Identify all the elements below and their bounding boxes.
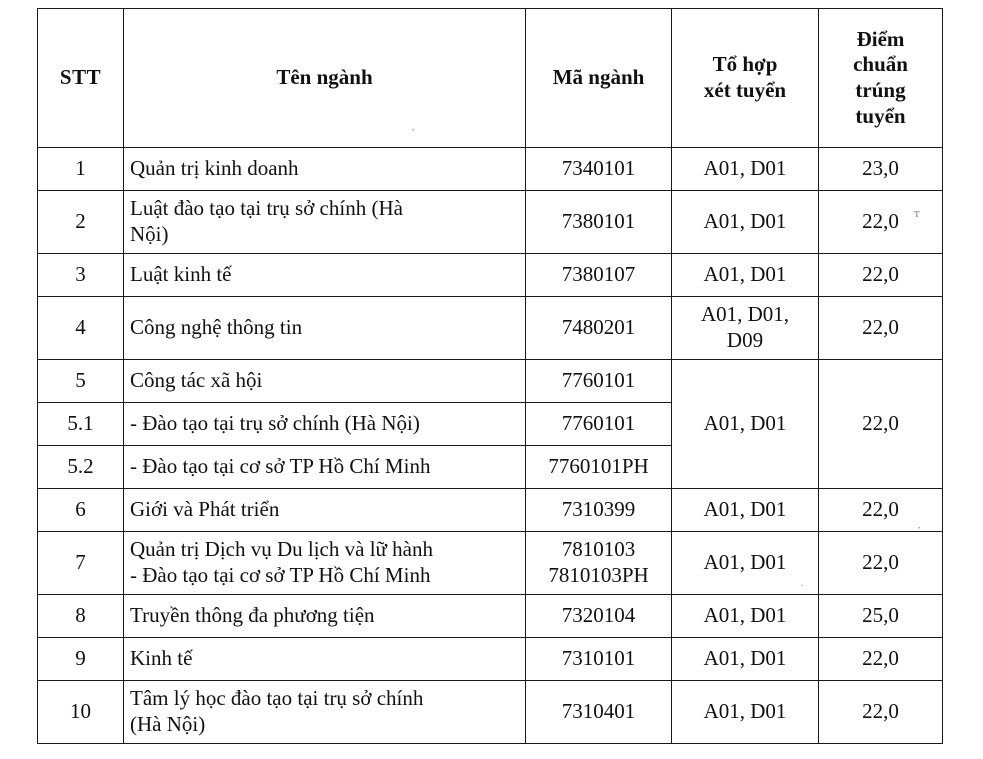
cell-major-code: 7760101PH <box>526 446 672 489</box>
cell-score: 22,0 <box>819 681 943 744</box>
cell-major-name: Công nghệ thông tin <box>124 297 526 360</box>
cell-major-code: 7760101 <box>526 403 672 446</box>
column-header-score-line2: chuẩn <box>853 52 908 77</box>
cell-combination: A01, D01 <box>672 638 819 681</box>
cell-stt: 5 <box>38 360 124 403</box>
cell-combination: A01, D01 <box>672 532 819 595</box>
cell-stt: 3 <box>38 254 124 297</box>
cell-major-code-line1: 7810103 <box>561 537 636 562</box>
column-header-score-line3: trúng <box>855 78 906 102</box>
cell-major-code: 7310401 <box>526 681 672 744</box>
cell-major-name <box>124 191 526 254</box>
table-row <box>38 489 943 532</box>
scan-artifact-mark: · <box>917 520 922 535</box>
table-row <box>38 532 943 595</box>
cell-major-name: Quản trị kinh doanh <box>124 148 526 191</box>
cell-major-name: Giới và Phát triển <box>124 489 526 532</box>
cell-combination: A01, D01 <box>672 681 819 744</box>
cell-major-code-line2: 7810103PH <box>548 563 649 587</box>
cell-combination <box>672 297 819 360</box>
cell-stt: 2 <box>38 191 124 254</box>
cell-major-name-line2: (Hà Nội) <box>130 712 206 736</box>
cell-stt: 5.2 <box>38 446 124 489</box>
cell-major-code: 7340101 <box>526 148 672 191</box>
table-row <box>38 254 943 297</box>
cell-major-name-line1: Luật đào tạo tại trụ sở chính (Hà <box>130 196 403 221</box>
cell-stt: 7 <box>38 532 124 595</box>
cell-score: 22,0 <box>819 360 943 489</box>
column-header-score-line1: Điểm <box>856 26 905 51</box>
cell-score: 22,0 <box>819 638 943 681</box>
cell-major-code: 7380101 <box>526 191 672 254</box>
table-body <box>38 148 943 744</box>
cell-combination: A01, D01 <box>672 489 819 532</box>
cell-major-name: Công tác xã hội <box>124 360 526 403</box>
cell-combination: A01, D01 <box>672 191 819 254</box>
table-header <box>38 9 943 148</box>
scan-artifact-mark: · <box>800 580 804 592</box>
cell-major-name <box>124 681 526 744</box>
column-header-combination <box>672 9 819 148</box>
scan-artifact-mark: ᴛ <box>914 205 920 220</box>
scan-artifact-mark: · <box>411 122 416 137</box>
cell-major-name: Truyền thông đa phương tiện <box>124 595 526 638</box>
cell-combination: A01, D01 <box>672 254 819 297</box>
cell-combination-line2: D09 <box>726 328 764 352</box>
cell-score: 22,0 <box>819 489 943 532</box>
column-header-stt: STT <box>38 9 124 148</box>
cell-major-name-line2: Nội) <box>130 222 169 246</box>
cell-stt: 1 <box>38 148 124 191</box>
cell-combination: A01, D01 <box>672 360 819 489</box>
cell-major-code: 7380107 <box>526 254 672 297</box>
cell-combination: A01, D01 <box>672 595 819 638</box>
column-header-combination-line1: Tổ hợp <box>712 52 778 77</box>
cell-major-name-line1: Tâm lý học đào tạo tại trụ sở chính <box>130 686 424 711</box>
table-row <box>38 148 943 191</box>
column-header-code: Mã ngành <box>526 9 672 148</box>
cell-stt: 4 <box>38 297 124 360</box>
cell-score: 22,0 <box>819 297 943 360</box>
cell-major-code: 7760101 <box>526 360 672 403</box>
cell-score: 23,0 <box>819 148 943 191</box>
cell-combination-line1: A01, D01, <box>700 302 790 327</box>
cell-stt: 5.1 <box>38 403 124 446</box>
table-row <box>38 595 943 638</box>
cell-major-code: 7310101 <box>526 638 672 681</box>
table-header-row <box>38 9 943 148</box>
cell-major-name-line1: Quản trị Dịch vụ Du lịch và lữ hành <box>130 537 433 562</box>
table-row <box>38 681 943 744</box>
column-header-name: Tên ngành <box>124 9 526 148</box>
cell-major-name: Luật kinh tế <box>124 254 526 297</box>
table-row <box>38 638 943 681</box>
admission-score-table <box>37 8 943 744</box>
cell-major-code: 7310399 <box>526 489 672 532</box>
cell-major-name: - Đào tạo tại cơ sở TP Hồ Chí Minh <box>124 446 526 489</box>
cell-stt: 9 <box>38 638 124 681</box>
cell-score: 25,0 <box>819 595 943 638</box>
cell-stt: 8 <box>38 595 124 638</box>
column-header-combination-line2: xét tuyển <box>703 78 787 102</box>
column-header-benchmark-score <box>819 9 943 148</box>
table-row <box>38 191 943 254</box>
table-row <box>38 297 943 360</box>
cell-combination: A01, D01 <box>672 148 819 191</box>
cell-major-name-line2: - Đào tạo tại cơ sở TP Hồ Chí Minh <box>130 563 431 587</box>
cell-stt: 6 <box>38 489 124 532</box>
table-row <box>38 360 943 403</box>
cell-score: 22,0 <box>819 254 943 297</box>
cell-stt: 10 <box>38 681 124 744</box>
cell-score: 22,0 <box>819 191 943 254</box>
cell-major-code: 7320104 <box>526 595 672 638</box>
cell-score: 22,0 <box>819 532 943 595</box>
cell-major-name: - Đào tạo tại trụ sở chính (Hà Nội) <box>124 403 526 446</box>
cell-major-name: Kinh tế <box>124 638 526 681</box>
cell-major-name <box>124 532 526 595</box>
cell-major-code: 7480201 <box>526 297 672 360</box>
column-header-score-line4: tuyển <box>855 103 906 128</box>
cell-major-code <box>526 532 672 595</box>
